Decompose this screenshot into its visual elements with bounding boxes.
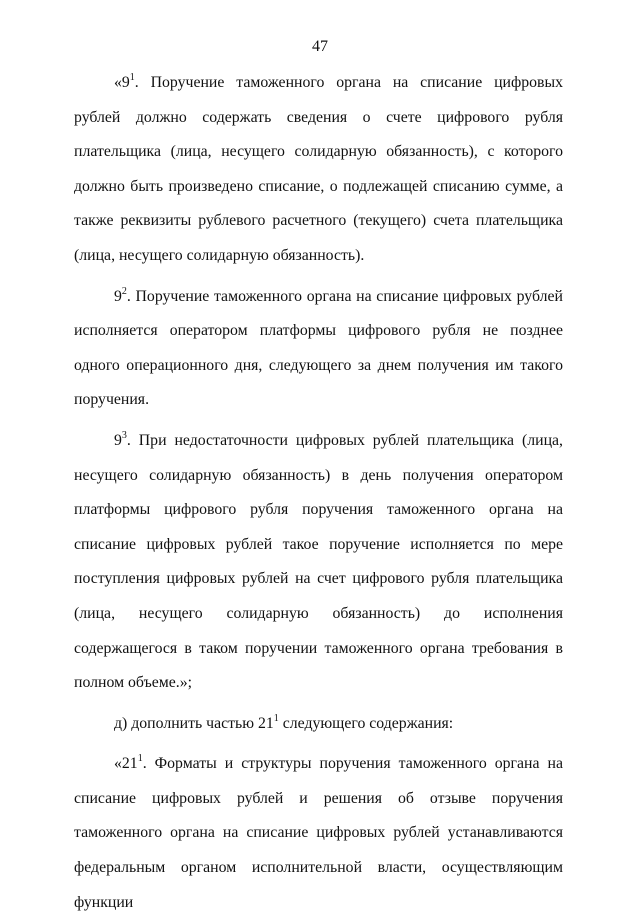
paragraph-text: . Поручение таможенного органа на списание цифровых рублей должно содержать сведения о счете цифрового рубля плательщика (лица, несущего солидарную обязанность), с которого должно быть произведено списание, о подлежащей списанию сумме, а также реквизиты рублевого расчетного (текущего) счета плательщика (лица, несущего солидарную обязанность). [74,74,563,264]
superscript: 1 [129,72,135,83]
paragraph-9-3 [74,424,563,701]
paragraph-amendment-d [74,707,563,742]
paragraph-number: д) дополнить частью 21 [114,714,274,732]
paragraph-21-1 [74,747,563,920]
paragraph-number: «9 [114,74,130,91]
paragraph-text: следующего содержания: [278,714,454,732]
paragraph-number: 9 [114,431,122,449]
superscript: 3 [121,429,127,441]
paragraph-text: . Форматы и структуры поручения таможенного органа на списание цифровых рублей и решения об отзыве поручения таможенного органа на списание цифровых рублей устанавливаются федеральным органом исполнительной власти, осуществляющим функции [74,755,563,911]
page-number: 47 [312,38,328,55]
paragraph-text: . Поручение таможенного органа на списание цифровых рублей исполняется оператором платформы цифрового рубля не позднее одного операционного дня, следующего за днем получения им такого поручения. [74,287,563,409]
paragraph-number: «21 [114,755,138,773]
paragraph-9-1 [74,66,563,274]
paragraph-9-2 [74,280,563,418]
superscript: 1 [273,712,279,724]
paragraph-text: . При недостаточности цифровых рублей плательщика (лица, несущего солидарную обязанность) в день получения оператором платформы цифрового рубля поручения таможенного органа на списание цифровых рублей такое поручение исполняется по мере поступления цифровых рублей на счет цифрового рубля плательщика (лица, несущего солидарную обязанность) до исполнения содержащегося в таком поручении таможенного органа требования в полном объеме.»; [74,431,563,692]
superscript: 1 [137,753,143,765]
superscript: 2 [121,285,127,297]
paragraph-number: 9 [114,287,122,305]
document-body [74,66,563,920]
